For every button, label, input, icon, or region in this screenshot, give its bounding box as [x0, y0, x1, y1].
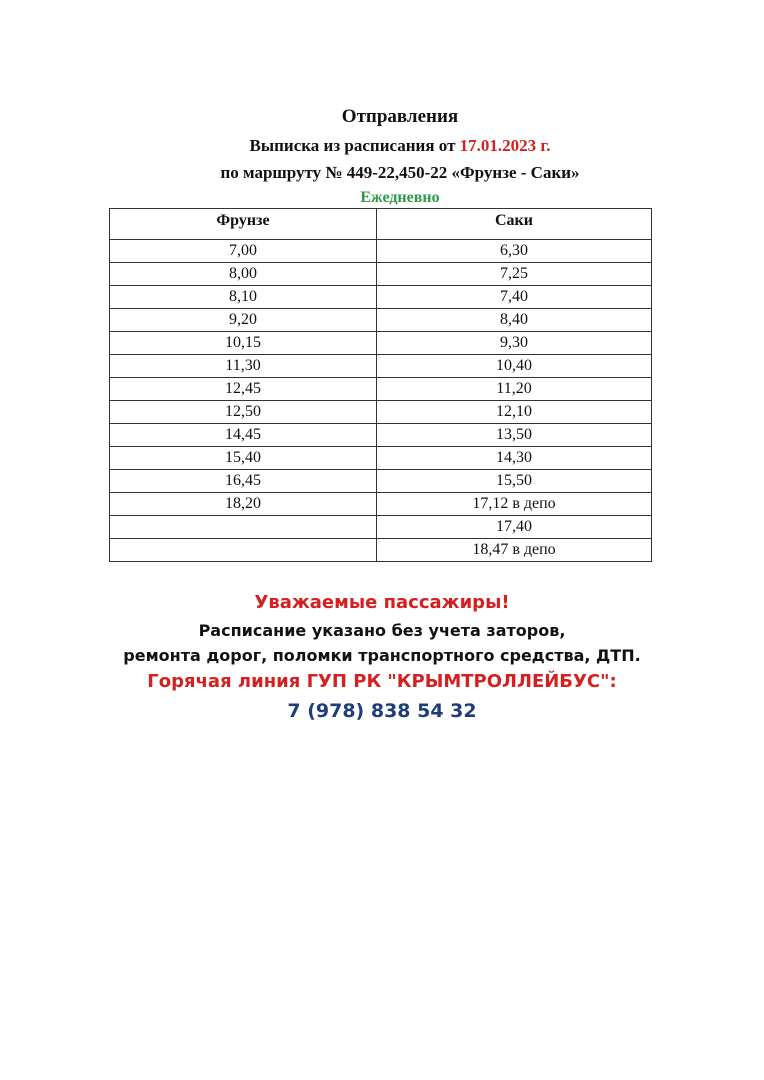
table-row: [110, 378, 652, 401]
saki-time: 8,40: [377, 309, 652, 332]
extract-line: [0, 136, 764, 156]
passenger-greeting: Уважаемые пассажиры!: [254, 592, 510, 613]
saki-time: 11,20: [377, 378, 652, 401]
frunze-time: 8,10: [110, 286, 377, 309]
table-row: [110, 539, 652, 562]
table-row: [110, 470, 652, 493]
frunze-time: [110, 516, 377, 539]
saki-time: 12,10: [377, 401, 652, 424]
frunze-time: 12,50: [110, 401, 377, 424]
saki-time: 14,30: [377, 447, 652, 470]
hotline-label: Горячая линия ГУП РК "КРЫМТРОЛЛЕЙБУС":: [147, 671, 617, 692]
frunze-time: 7,00: [110, 240, 377, 263]
saki-time: 9,30: [377, 332, 652, 355]
schedule-table: [109, 208, 652, 562]
hotline-phone: 7 (978) 838 54 32: [287, 700, 477, 722]
table-row: [110, 424, 652, 447]
schedule-body: [110, 240, 652, 562]
saki-time: 7,40: [377, 286, 652, 309]
table-row: [110, 286, 652, 309]
table-header-row: [110, 209, 652, 240]
notice-line-2: ремонта дорог, поломки транспортного средства, ДТП.: [123, 646, 641, 665]
column-header-saki: Саки: [377, 209, 652, 240]
extract-date: 17.01.2023 г.: [459, 136, 551, 155]
frunze-time: 9,20: [110, 309, 377, 332]
extract-prefix: Выписка из расписания от: [249, 136, 460, 155]
route-line: по маршруту № 449-22,450-22 «Фрунзе - Саки»: [220, 163, 580, 182]
saki-time: 6,30: [377, 240, 652, 263]
column-header-frunze: Фрунзе: [110, 209, 377, 240]
saki-time: 10,40: [377, 355, 652, 378]
frunze-time: 15,40: [110, 447, 377, 470]
frunze-time: 18,20: [110, 493, 377, 516]
saki-time: 15,50: [377, 470, 652, 493]
frequency-label: Ежедневно: [360, 189, 440, 206]
frunze-time: 12,45: [110, 378, 377, 401]
notice-line-1: Расписание указано без учета заторов,: [198, 621, 566, 640]
saki-time: 17,40: [377, 516, 652, 539]
table-row: [110, 309, 652, 332]
frunze-time: [110, 539, 377, 562]
frunze-time: 16,45: [110, 470, 377, 493]
saki-time: 17,12 в депо: [377, 493, 652, 516]
table-row: [110, 401, 652, 424]
table-row: [110, 516, 652, 539]
document-title: Отправления: [341, 106, 459, 127]
table-row: [110, 263, 652, 286]
frunze-time: 8,00: [110, 263, 377, 286]
table-row: [110, 355, 652, 378]
frunze-time: 10,15: [110, 332, 377, 355]
table-row: [110, 240, 652, 263]
frunze-time: 14,45: [110, 424, 377, 447]
table-row: [110, 332, 652, 355]
frunze-time: 11,30: [110, 355, 377, 378]
table-row: [110, 447, 652, 470]
saki-time: 7,25: [377, 263, 652, 286]
table-row: [110, 493, 652, 516]
saki-time: 18,47 в депо: [377, 539, 652, 562]
saki-time: 13,50: [377, 424, 652, 447]
